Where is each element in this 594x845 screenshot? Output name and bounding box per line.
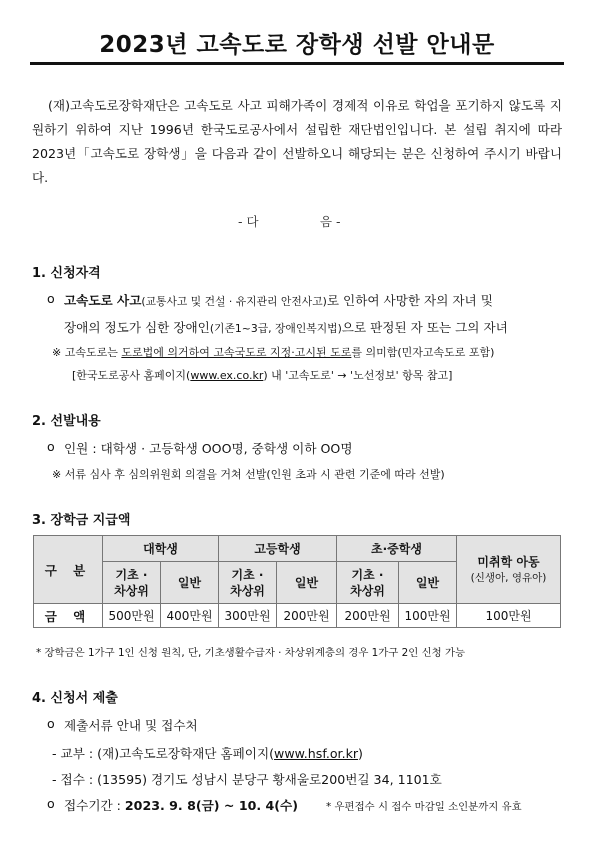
period-label: 접수기간 : <box>64 798 125 813</box>
table-cell: 100만원 <box>457 604 561 628</box>
s1-rest-2b: 으로 판정된 자 또는 그의 자녀 <box>341 320 508 335</box>
s4-line-1: 제출서류 안내 및 접수처 <box>64 718 198 733</box>
table-cell: 500만원 <box>103 604 161 628</box>
table-amount-label: 금 액 <box>34 604 103 628</box>
da-eum-left: - 다 <box>238 214 259 229</box>
high-basic-header: 기초 · 차상위 <box>219 562 277 604</box>
s1-line-2 <box>64 317 508 336</box>
table-row <box>34 536 561 562</box>
table-gubun-header: 구 분 <box>34 536 103 604</box>
table-high-header: 고등학생 <box>219 536 337 562</box>
s4-gyobu: - 교부 : (재)고속도로장학재단 홈페이지(www.hsf.or.kr) <box>52 746 363 761</box>
s4-bullet-2: o <box>47 796 55 811</box>
s4-period-note: * 우편접수 시 접수 마감일 소인분까지 유효 <box>326 801 522 813</box>
table-pre-title: 미취학 아동 <box>477 554 540 569</box>
univ-general-header: 일반 <box>161 562 219 604</box>
table-univ-header: 대학생 <box>103 536 219 562</box>
section-2-heading: 2. 선발내용 <box>32 414 101 429</box>
table-mid-header: 초·중학생 <box>337 536 457 562</box>
section-3-heading: 3. 장학금 지급액 <box>32 513 131 528</box>
high-general-header: 일반 <box>277 562 337 604</box>
table-cell: 200만원 <box>277 604 337 628</box>
mid-general-header: 일반 <box>399 562 457 604</box>
s1-line-1 <box>64 290 493 309</box>
hsf-homepage-link[interactable]: www.hsf.or.kr <box>274 746 359 761</box>
s1-small-1: (교통사고 및 건설 · 유지관리 안전사고) <box>141 295 327 308</box>
s1-note2-pre: [한국도로공사 홈페이지( <box>72 369 191 382</box>
s3-footnote: * 장학금은 1가구 1인 신청 원칙, 단, 기초생활수급자 · 차상위계층의 경우 1가구 2인 신청 가능 <box>36 647 466 659</box>
ex-homepage-link[interactable]: www.ex.co.kr <box>190 369 264 382</box>
s1-note2-post: ) 내 '고속도로' → '노선정보' 항목 참고] <box>263 369 453 382</box>
table-row <box>34 604 561 628</box>
scholarship-table <box>33 535 561 628</box>
s4-bullet-1: o <box>47 716 55 731</box>
table-cell: 200만원 <box>337 604 399 628</box>
s1-rest-1: 로 인하여 사망한 자의 자녀 및 <box>326 293 493 308</box>
s1-note-post: 를 의미함(민자고속도로 포함) <box>351 346 495 359</box>
table-pre-header <box>457 536 561 604</box>
period-value: 2023. 9. 8(금) ~ 10. 4(수) <box>124 798 298 813</box>
table-cell: 300만원 <box>219 604 277 628</box>
s1-note-underlined: 도로법에 의거하여 고속국도로 지정·고시된 도로 <box>121 346 352 359</box>
da-eum-right: 음 - <box>320 214 341 229</box>
s2-bullet: o <box>47 439 55 454</box>
s1-small-2: (기존1~3급, 장애인복지법) <box>209 322 342 335</box>
s1-note-pre: 고속도로는 <box>64 346 118 359</box>
s2-note <box>52 466 445 482</box>
s2-note-mark: ※ <box>52 468 62 481</box>
univ-basic-header: 기초 · 차상위 <box>103 562 161 604</box>
s4-jeopsu: - 접수 : (13595) 경기도 성남시 분당구 황새울로200번길 34, 1101호 <box>52 772 442 787</box>
table-pre-sub: (신생아, 영유아) <box>470 571 547 584</box>
s1-note-mark: ※ <box>52 346 62 359</box>
s2-note-text: 서류 심사 후 심의위원회 의결을 거쳐 선발(인원 초과 시 관련 기준에 따라 선발) <box>64 468 445 481</box>
table-cell: 400만원 <box>161 604 219 628</box>
mid-basic-header: 기초 · 차상위 <box>337 562 399 604</box>
s1-note-line-2 <box>72 367 452 383</box>
page-title: 2023년 고속도로 장학생 선발 안내문 <box>30 26 564 65</box>
s1-rest-2a: 장애의 정도가 심한 장애인 <box>64 320 210 335</box>
intro-paragraph <box>32 94 562 190</box>
table-cell: 100만원 <box>399 604 457 628</box>
intro-text: (재)고속도로장학재단은 고속도로 사고 피해가족이 경제적 이유로 학업을 포기하지 않도록 지원하기 위하여 지난 1996년 한국도로공사에서 설립한 재단법인입니다. 본 설립 취지에 따라 2023년「고속도로 장학생」을 다음과 같이 선발하오니 해당되는 분은 신청하여 주시기 바랍니다. <box>32 98 562 185</box>
s2-line-1: 인원 : 대학생 · 고등학생 OOO명, 중학생 이하 OO명 <box>64 441 353 456</box>
s4-period <box>64 795 298 814</box>
s1-bold-term: 고속도로 사고 <box>64 293 142 308</box>
section-4-heading: 4. 신청서 제출 <box>32 691 118 706</box>
s1-bullet: o <box>47 291 55 306</box>
s1-note-line-1 <box>52 344 494 360</box>
section-1-heading: 1. 신청자격 <box>32 266 101 281</box>
